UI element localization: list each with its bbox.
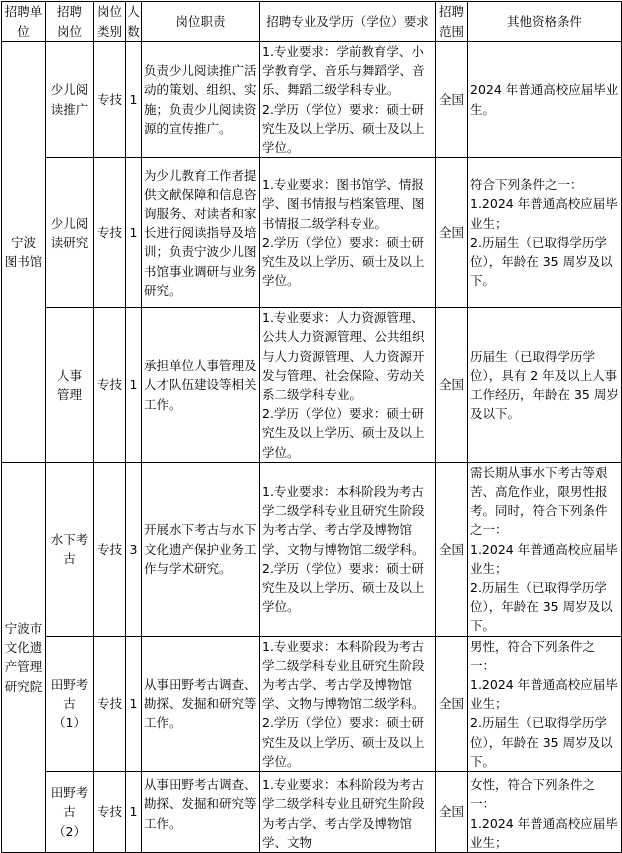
- category-cell: 专技: [94, 42, 126, 158]
- duty-cell: 从事田野考古调查、勘探、发掘和研究等工作。: [142, 772, 260, 853]
- scope-cell: 全国: [436, 158, 468, 308]
- header-unit: 招聘单 位: [2, 2, 46, 42]
- post-cell: 田野考 古 （2）: [46, 772, 94, 853]
- post-cell: 少儿阅 读研究: [46, 158, 94, 308]
- header-category: 岗位 类别: [94, 2, 126, 42]
- category-cell: 专技: [94, 462, 126, 636]
- table-row: [2, 462, 622, 636]
- scope-cell: 全国: [436, 462, 468, 636]
- scope-cell: 全国: [436, 308, 468, 463]
- scope-cell: 全国: [436, 42, 468, 158]
- unit-cell: 宁波 图书馆: [2, 42, 46, 463]
- post-cell: 少儿阅 读推广: [46, 42, 94, 158]
- major-cell: 1.专业要求：本科阶段为考古学二级学科专业且研究生阶段为考古学、考古学及博物馆学、文物: [260, 772, 436, 853]
- category-cell: 专技: [94, 772, 126, 853]
- table-row: [2, 636, 622, 771]
- header-major: 招聘专业及学历（学位）要求: [260, 2, 436, 42]
- header-duty: 岗位职责: [142, 2, 260, 42]
- header-post: 招聘 岗位: [46, 2, 94, 42]
- other-cell: 符合下列条件之一： 1.2024 年普通高校应届毕业生； 2.历届生（已取得学历学位），年龄在 35 周岁及以下。: [468, 158, 622, 308]
- major-cell: 1.专业要求：本科阶段为考古学二级学科专业且研究生阶段为考古学、考古学及博物馆学、文物与博物馆二级学科。 2.学历（学位）要求：硕士研究生及以上学历、硕士及以上学位。: [260, 636, 436, 771]
- category-cell: 专技: [94, 158, 126, 308]
- major-cell: 1.专业要求：本科阶段为考古学二级学科专业且研究生阶段为考古学、考古学及博物馆学、文物与博物馆二级学科。 2.学历（学位）要求：硕士研究生及以上学历、硕士及以上学位。: [260, 462, 436, 636]
- scope-cell: 全国: [436, 636, 468, 771]
- other-cell: 男性，符合下列条件之一： 1.2024 年普通高校应届毕业生； 2.历届生（已取得学历学位），年龄在 35 周岁及以下。: [468, 636, 622, 771]
- post-cell: 田野考 古 （1）: [46, 636, 94, 771]
- recruitment-table: [1, 1, 622, 853]
- other-cell: 女性，符合下列条件之一： 1.2024 年普通高校应届毕业生；: [468, 772, 622, 853]
- count-cell: 1: [126, 772, 142, 853]
- category-cell: 专技: [94, 636, 126, 771]
- scope-cell: 全国: [436, 772, 468, 853]
- major-cell: 1.专业要求：人力资源管理、公共人力资源管理、公共组织与人力资源管理、人力资源开发与管理、社会保险、劳动关系二级学科专业。 2.学历（学位）要求：硕士研究生及以上学历、硕士及以上学位。: [260, 308, 436, 463]
- duty-cell: 承担单位人事管理及人才队伍建设等相关工作。: [142, 308, 260, 463]
- count-cell: 3: [126, 462, 142, 636]
- unit-cell: 宁波市 文化遗 产管理 研究院: [2, 462, 46, 852]
- major-cell: 1.专业要求：学前教育学、小学教育学、音乐与舞蹈学、音乐、舞蹈二级学科专业。 2.学历（学位）要求：硕士研究生及以上学历、硕士及以上学位。: [260, 42, 436, 158]
- duty-cell: 负责少儿阅读推广活动的策划、组织、实施；负责少儿阅读资源的宣传推广。: [142, 42, 260, 158]
- post-cell: 水下考 古: [46, 462, 94, 636]
- duty-cell: 从事田野考古调查、勘探、发掘和研究等工作。: [142, 636, 260, 771]
- table-row: [2, 308, 622, 463]
- table-row: [2, 42, 622, 158]
- major-cell: 1.专业要求：图书馆学、情报学、图书情报与档案管理、图书情报二级学科专业。 2.学历（学位）要求：硕士研究生及以上学历、硕士及以上学位。: [260, 158, 436, 308]
- duty-cell: 开展水下考古与水下文化遗产保护业务工作与学术研究。: [142, 462, 260, 636]
- header-scope: 招聘 范围: [436, 2, 468, 42]
- header-other: 其他资格条件: [468, 2, 622, 42]
- count-cell: 1: [126, 636, 142, 771]
- category-cell: 专技: [94, 308, 126, 463]
- table-row: [2, 772, 622, 853]
- post-cell: 人事 管理: [46, 308, 94, 463]
- other-cell: 需长期从事水下考古等艰苦、高危作业，限男性报考。同时，符合下列条件之一： 1.2024 年普通高校应届毕业生； 2.历届生（已取得学历学位），年龄在 35 周岁及以下。: [468, 462, 622, 636]
- duty-cell: 为少儿教育工作者提供文献保障和信息咨询服务、对读者和家长进行阅读指导及培训；负责宁波少儿图书馆事业调研与业务研究。: [142, 158, 260, 308]
- header-count: 人 数: [126, 2, 142, 42]
- other-cell: 历届生（已取得学历学位），具有 2 年及以上人事工作经历，年龄在 35 周岁及以下。: [468, 308, 622, 463]
- table-row: [2, 158, 622, 308]
- table-header-row: [2, 2, 622, 42]
- count-cell: 1: [126, 158, 142, 308]
- count-cell: 1: [126, 308, 142, 463]
- other-cell: 2024 年普通高校应届毕业生。: [468, 42, 622, 158]
- count-cell: 1: [126, 42, 142, 158]
